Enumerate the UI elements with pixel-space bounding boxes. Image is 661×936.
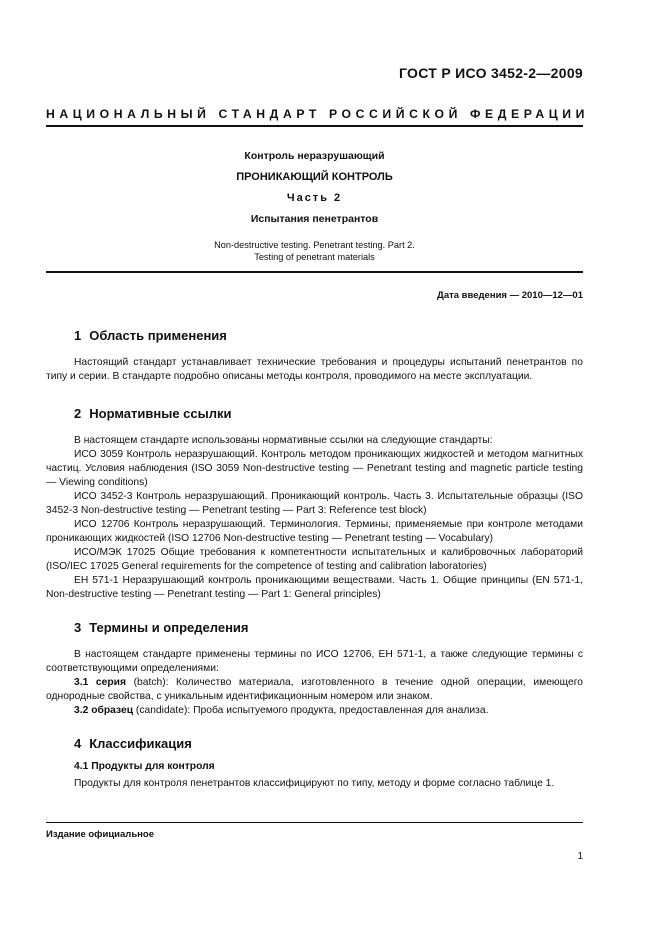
paragraph: В настоящем стандарте применены термины по ИСО 12706, ЕН 571-1, а также следующие термины с соответствующими определениями: (46, 649, 583, 674)
section-2-heading (74, 406, 583, 422)
definition-text: (batch): Количество материала, изготовленного в течение одной операции, имеющего однородные свойства, с уникальным идентификационным номером или знаком. (46, 677, 583, 702)
national-standard-banner: НАЦИОНАЛЬНЫЙ СТАНДАРТ РОССИЙСКОЙ ФЕДЕРАЦИИ (46, 107, 590, 121)
title-line-1: Контроль неразрушающий (244, 150, 385, 162)
reference-item: ИСО 3452-3 Контроль неразрушающий. Проникающий контроль. Часть 3. Испытательные образцы (ISO 3452-3 Non-destructive testing — Penetrant testing — Part 3: Reference test block) (46, 491, 583, 516)
title-divider (46, 271, 583, 273)
section-number: 3 (74, 620, 82, 635)
definition-item (46, 704, 583, 718)
subsection-title: Продукты для контроля (91, 761, 215, 772)
section-title: Область применения (89, 328, 227, 343)
reference-item: ЕН 571-1 Неразрушающий контроль проникающими веществами. Часть 1. Общие принципы (EN 571-1, Non-destructive testing — Penetrant testing — Part 1: General principles) (46, 575, 583, 600)
english-title-line-1: Non-destructive testing. Penetrant testing. Part 2. (214, 240, 415, 250)
reference-item: ИСО/МЭК 17025 Общие требования к компетентности испытательных и калибровочных лабораторий (ISO/IEC 17025 General requirements for the competence of testing and calibration laboratories) (46, 547, 583, 572)
definition-term: образец (91, 705, 134, 716)
reference-item: ИСО 3059 Контроль неразрушающий. Контроль методом проникающих жидкостей и методом магнитных частиц. Условия наблюдения (ISO 3059 Non-destructive testing — Penetrant testing and magnetic particle testing — Viewing conditions) (46, 449, 583, 488)
definition-term: серия (95, 677, 126, 688)
edition-note: Издание официальное (46, 829, 154, 840)
paragraph: Настоящий стандарт устанавливает технические требования и процедуры испытаний пенетрантов по типу и серии. В стандарте подробно описаны методы контроля, проводимого на месте эксплуатации. (46, 357, 583, 382)
section-title: Нормативные ссылки (89, 406, 232, 421)
paragraph: Продукты для контроля пенетрантов классифицируют по типу, методу и форме согласно таблице 1. (74, 778, 555, 789)
paragraph: В настоящем стандарте использованы нормативные ссылки на следующие стандарты: (74, 435, 493, 446)
title-line-2: ПРОНИКАЮЩИЙ КОНТРОЛЬ (236, 171, 393, 183)
footer-divider (46, 822, 583, 823)
page-number: 1 (577, 851, 583, 862)
section-1-heading (74, 328, 583, 344)
standard-number: ГОСТ Р ИСО 3452-2—2009 (398, 65, 583, 81)
section-number: 2 (74, 406, 82, 421)
section-title: Классификация (89, 736, 192, 751)
subsection-heading (74, 760, 583, 774)
title-line-4: Испытания пенетрантов (250, 213, 379, 225)
english-title (46, 239, 583, 263)
english-title-line-2: Testing of penetrant materials (254, 252, 375, 262)
document-body (46, 328, 583, 791)
subsection-number: 4.1 (74, 761, 89, 772)
section-number: 1 (74, 328, 82, 343)
section-title: Термины и определения (89, 620, 249, 635)
definition-number: 3.1 (74, 677, 89, 688)
definition-item (46, 676, 583, 704)
section-4-heading (74, 736, 583, 752)
reference-item: ИСО 12706 Контроль неразрушающий. Терминология. Термины, применяемые при контроле методами проникающих жидкостей (ISO 12706 Non-destructive testing — Penetrant testing — Vocabulary) (46, 519, 583, 544)
effective-date: Дата введения — 2010—12—01 (437, 290, 583, 301)
definition-number: 3.2 (74, 705, 89, 716)
definition-text: (candidate): Проба испытуемого продукта, предоставленная для анализа. (133, 705, 489, 716)
section-3-heading (74, 620, 583, 636)
section-number: 4 (74, 736, 82, 751)
title-part: Часть 2 (286, 192, 343, 204)
header-divider (46, 125, 583, 127)
